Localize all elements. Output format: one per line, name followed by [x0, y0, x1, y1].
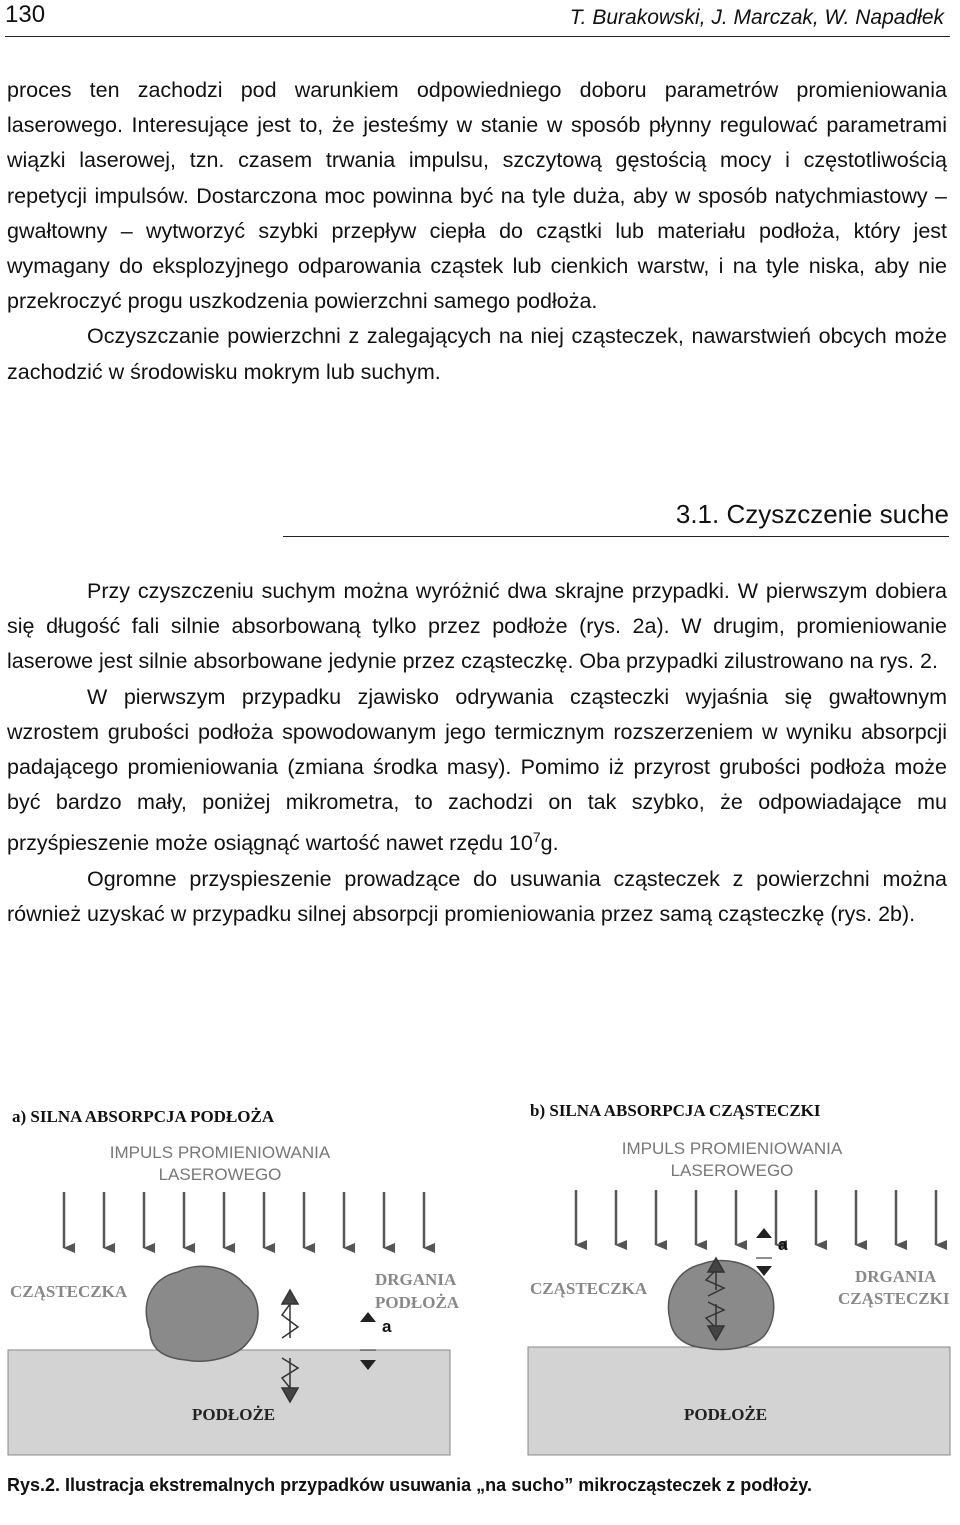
vibration-label: DRGANIA	[855, 1267, 937, 1286]
paragraph: Oczyszczanie powierzchni z zalegających na niej cząsteczek, nawarstwień obcych może zachodzić w środowisku mokrym lub suchym.	[7, 324, 947, 384]
particle	[668, 1261, 773, 1350]
figure-2	[0, 1090, 960, 1470]
paragraph-text: W pierwszym przypadku zjawisko odrywania cząsteczki wyjaśnia się gwałtownym wzrostem grubości podłoża spowodowanym jego termicznym rozszerzeniem w wyniku absorpcji padającego promieniowania (zmiana środka masy). Pomimo iż przyrost grubości podłoża może być bardzo mały, poniżej mikrometra, to zachodzi on tak szybko, że odpowiadające mu przyśpieszenie może osiągnąć wartość nawet rzędu 10	[7, 684, 947, 856]
substrate-label: PODŁOŻE	[192, 1405, 276, 1424]
vibration-label: CZĄSTECZKI	[838, 1289, 950, 1308]
particle	[146, 1266, 258, 1361]
section-title: 3.1. Czyszczenie suche	[675, 499, 949, 529]
panel-a-title: a) SILNA ABSORPCJA PODŁOŻA	[12, 1107, 275, 1126]
substrate-label: PODŁOŻE	[684, 1405, 768, 1424]
amplitude-label: a	[778, 1235, 788, 1254]
vibration-label: PODŁOŻA	[375, 1293, 460, 1312]
substrate	[8, 1350, 450, 1455]
paragraph	[7, 680, 947, 862]
amplitude-arrow-up	[360, 1312, 376, 1322]
section-rule	[283, 536, 949, 537]
panel-b-title: b) SILNA ABSORPCJA CZĄSTECZKI	[530, 1101, 821, 1120]
panel-a	[8, 1107, 460, 1455]
unit: g.	[540, 831, 559, 856]
running-title-authors: T. Burakowski, J. Marczak, W. Napadłek	[569, 6, 944, 29]
paragraph: Ogromne przyspieszenie prowadzące do usuwania cząsteczek z powierzchni można również uzyskać w przypadku silnej absorpcji promieniowania przez samą cząsteczkę (rys. 2b).	[7, 866, 947, 926]
substrate	[528, 1347, 950, 1455]
page-number: 130	[5, 1, 46, 28]
figure-caption: Rys.2. Ilustracja ekstremalnych przypadków usuwania „na sucho” mikrocząsteczek z podłoży.	[7, 1475, 812, 1495]
body-text-section	[7, 574, 947, 932]
pulse-label: IMPULS PROMIENIOWANIA	[109, 1143, 331, 1162]
vibration-label: DRGANIA	[375, 1270, 457, 1289]
amplitude-label: a	[382, 1317, 392, 1336]
pulse-label: IMPULS PROMIENIOWANIA	[621, 1139, 843, 1158]
particle-label: CZĄSTECZKA	[530, 1279, 648, 1298]
body-text-top	[7, 73, 947, 390]
particle-label: CZĄSTECZKA	[10, 1282, 128, 1301]
paragraph: Przy czyszczeniu suchym można wyróżnić dwa skrajne przypadki. W pierwszym dobiera się długość fali silnie absorbowaną tylko przez podłoże (rys. 2a). W drugim, promieniowanie laserowe jest silnie absorbowane jedynie przez cząsteczkę. Oba przypadki zilustrowano na rys. 2.	[7, 579, 947, 674]
laser-arrows	[64, 1192, 424, 1248]
laser-arrows	[576, 1190, 936, 1245]
paragraph: proces ten zachodzi pod warunkiem odpowiedniego doboru parametrów promieniowania laserowego. Interesujące jest to, że jesteśmy w stanie w sposób płynny regulować parametrami wiązki laserowej, tzn. czasem trwania impulsu, szczytową gęstością mocy i częstotliwością repetycji impulsów. Dostarczona moc powinna być na tyle duża, aby w sposób natychmiastowy – gwałtowny – wytworzyć szybki przepływ ciepła do cząstki lub materiału podłoża, który jest wymagany do eksplozyjnego odparowania cząstek lub cienkich warstw, i na tyle niska, aby nie przekroczyć progu uszkodzenia powierzchni samego podłoża.	[7, 78, 947, 314]
running-header	[5, 0, 950, 37]
exponent: 7	[532, 829, 541, 846]
amplitude-arrow-up	[756, 1228, 772, 1238]
pulse-label: LASEROWEGO	[670, 1161, 794, 1180]
panel-b	[528, 1101, 950, 1455]
pulse-label: LASEROWEGO	[158, 1165, 282, 1184]
